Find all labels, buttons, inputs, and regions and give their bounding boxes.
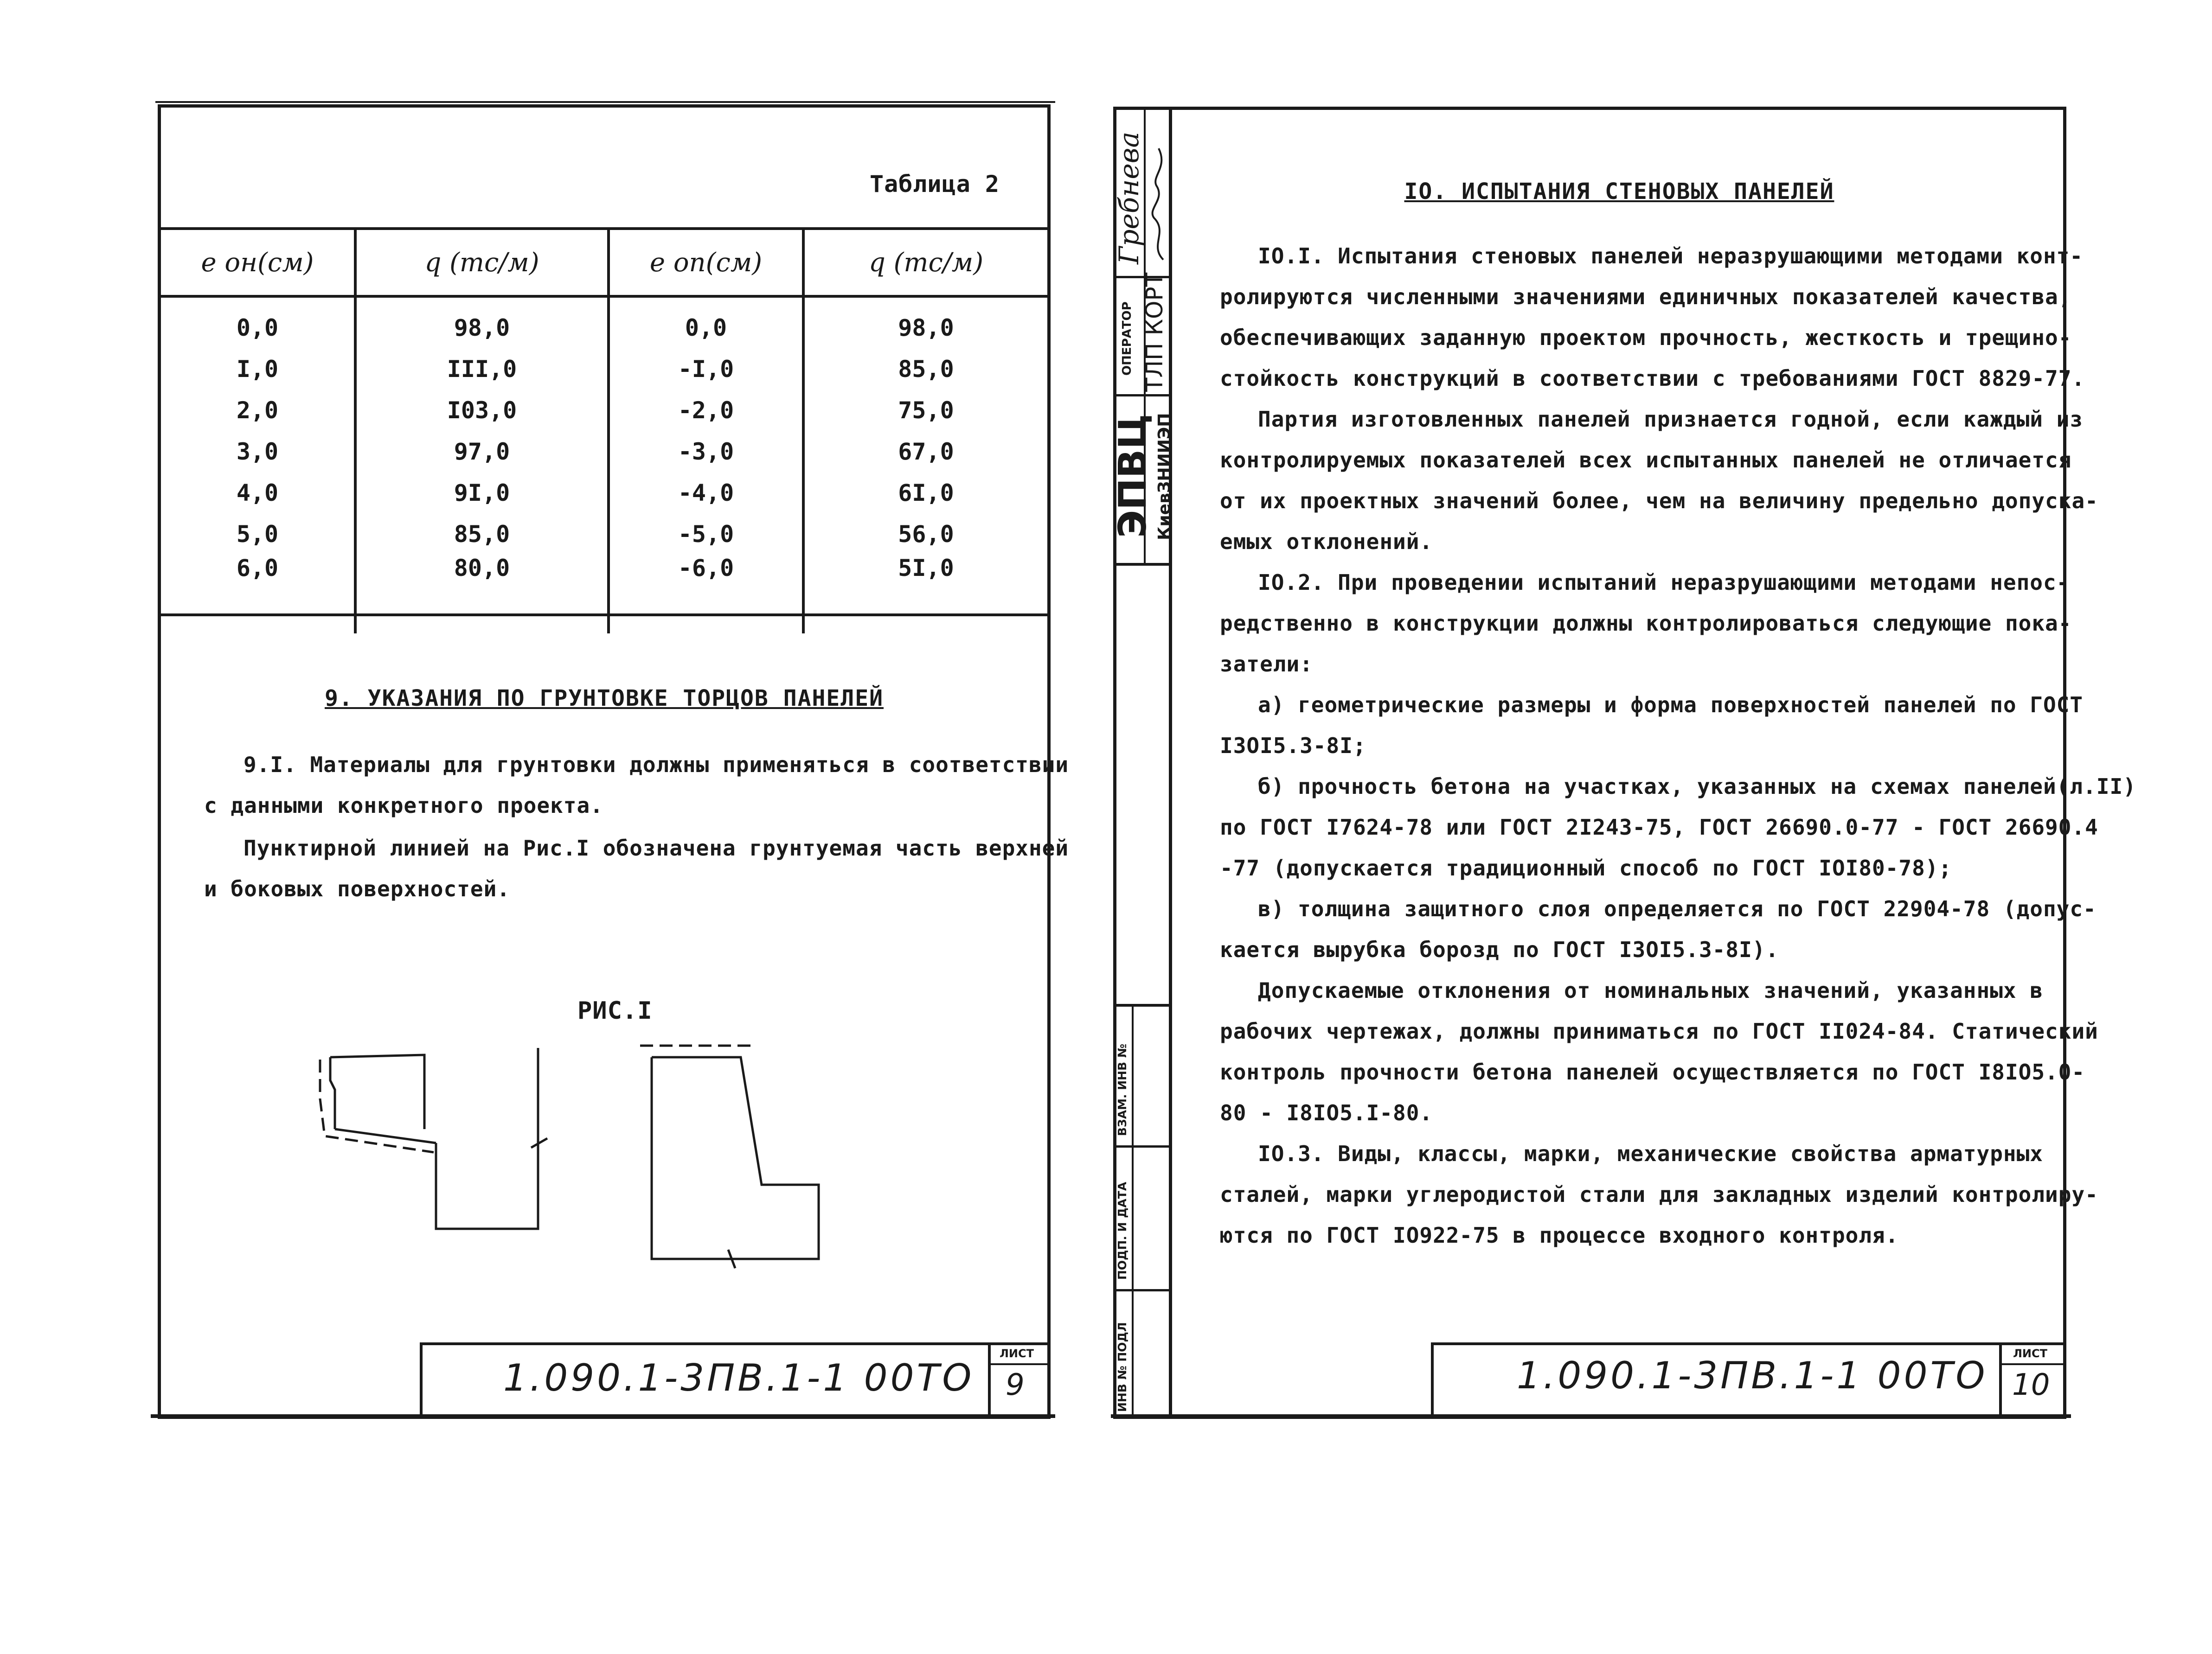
- table-bottom-rule: [158, 613, 1051, 616]
- section-9-line-1: 9.I. Материалы для грунтовки должны применяться в соответствии: [244, 752, 1069, 777]
- section-10-line-16: -77 (допускается традиционный способ по ГОСТ IOI80-78);: [1220, 856, 1952, 881]
- signature-name: Гребнева: [1113, 131, 1145, 264]
- side-bottom-split: [1132, 1004, 1134, 1419]
- section-10-line-4: стойкость конструкций в соответствии с требованиями ГОСТ 8829-77.: [1220, 366, 2085, 391]
- left-stamp-divider: [988, 1342, 991, 1419]
- section-10-line-25: ются по ГОСТ IO922-75 в процессе входного контроля.: [1220, 1223, 1899, 1248]
- org-main: ЭПВЦ: [1111, 414, 1155, 538]
- table-header-e-on: e он(см): [161, 230, 355, 296]
- data-table: [161, 230, 1047, 633]
- section-9-title: 9. УКАЗАНИЯ ПО ГРУНТОВКЕ ТОРЦОВ ПАНЕЛЕЙ: [324, 685, 884, 711]
- section-10-line-22: 80 - I8IO5.I-80.: [1220, 1100, 1433, 1125]
- section-10-line-23: IO.3. Виды, классы, марки, механические свойства арматурных: [1258, 1141, 2043, 1166]
- table-row: 4,0 9I,0 -4,0 6I,0: [161, 472, 1047, 513]
- right-stamp-divider: [1999, 1342, 2002, 1419]
- section-10-line-6: контролируемых показателей всех испытанных панелей не отличается: [1220, 447, 2072, 473]
- left-page-top-rule: [155, 101, 1055, 103]
- figure-1-drawing: [315, 1039, 844, 1280]
- right-stamp-code: 1.090.1-3ПВ.1-1 00ТО: [1517, 1354, 1988, 1397]
- left-stamp-sheet-label: ЛИСТ: [1000, 1347, 1034, 1360]
- section-10-line-10: редственно в конструкции должны контролироваться следующие пока-: [1220, 611, 2072, 636]
- left-stamp-sheet-number: 9: [1006, 1368, 1025, 1402]
- section-10-title: IO. ИСПЫТАНИЯ СТЕНОВЫХ ПАНЕЛЕЙ: [1404, 179, 1834, 204]
- operator-label: ОПЕРАТОР: [1120, 301, 1134, 376]
- table-row: 2,0 I03,0 -2,0 75,0: [161, 390, 1047, 431]
- side-bottom-rule-1: [1113, 1145, 1171, 1148]
- right-stamp-sheet-label: ЛИСТ: [2013, 1347, 2048, 1360]
- right-page-bottom-rule: [1111, 1414, 2071, 1418]
- table-row: I,0 III,0 -I,0 85,0: [161, 348, 1047, 390]
- field-inv-podl: ИНВ № ПОДЛ: [1116, 1322, 1129, 1412]
- table-header-q-2: q (тс/м): [803, 230, 1047, 296]
- section-10-line-19: Допускаемые отклонения от номинальных значений, указанных в: [1258, 978, 2043, 1003]
- section-10-line-2: ролируются численными значениями единичных показателей качества,: [1220, 284, 2072, 309]
- section-10-line-8: емых отклонений.: [1220, 529, 1433, 554]
- section-10-line-15: по ГОСТ I7624-78 или ГОСТ 2I243-75, ГОСТ 26690.0-77 - ГОСТ 26690.4: [1220, 815, 2098, 840]
- section-10-line-5: Партия изготовленных панелей признается годной, если каждый из: [1258, 407, 2084, 432]
- figure-label: РИС.I: [577, 997, 653, 1025]
- section-10-line-14: б) прочность бетона на участках, указанных на схемах панелей(л.II): [1258, 774, 2136, 799]
- field-vzam-inv: ВЗАМ. ИНВ №: [1116, 1044, 1129, 1136]
- field-podp-data: ПОДП. И ДАТА: [1116, 1181, 1129, 1280]
- section-10-line-24: сталей, марки углеродистой стали для закладных изделий контролиру-: [1220, 1182, 2098, 1207]
- table-row: 5,0 85,0 -5,0 56,0: [161, 513, 1047, 555]
- org-sub: КиевЗНИИЭП: [1155, 413, 1174, 540]
- left-page-bottom-rule: [151, 1414, 1055, 1418]
- section-9-line-3: Пунктирной линией на Рис.I обозначена грунтуемая часть верхней: [244, 836, 1069, 861]
- side-bottom-rule-2: [1113, 1289, 1171, 1291]
- section-10-line-3: обеспечивающих заданную проектом прочность, жесткость и трещино-: [1220, 325, 2072, 350]
- side-bottom-rule-top: [1113, 1004, 1171, 1007]
- section-10-line-9: IO.2. При проведении испытаний неразрушающими методами непос-: [1258, 570, 2070, 595]
- section-10-line-11: затели:: [1220, 651, 1313, 677]
- table-label: Таблица 2: [870, 171, 1000, 198]
- side-stamp-rule-2: [1113, 394, 1171, 396]
- section-10-line-20: рабочих чертежах, должны приниматься по ГОСТ II024-84. Статический: [1220, 1019, 2098, 1044]
- signature-mark: [1145, 139, 1173, 264]
- table-header-q-1: q (тс/м): [355, 230, 609, 296]
- section-9-line-2: с данными конкретного проекта.: [204, 793, 603, 818]
- table-row: 6,0 80,0 -6,0 5I,0: [161, 555, 1047, 633]
- section-9-line-4: и боковых поверхностей.: [204, 876, 510, 901]
- section-10-line-7: от их проектных значений более, чем на величину предельно допуска-: [1220, 488, 2098, 513]
- table-row: 3,0 97,0 -3,0 67,0: [161, 431, 1047, 472]
- section-10-line-17: в) толщина защитного слоя определяется по ГОСТ 22904-78 (допус-: [1258, 896, 2097, 921]
- left-stamp-code: 1.090.1-3ПВ.1-1 00ТО: [503, 1356, 975, 1399]
- section-10-line-21: контроль прочности бетона панелей осуществляется по ГОСТ I8IO5.0-: [1220, 1060, 2085, 1085]
- section-10-line-18: кается вырубка борозд по ГОСТ I3OI5.3-8I).: [1220, 937, 1779, 962]
- section-10-line-12: а) геометрические размеры и форма поверхностей панелей по ГОСТ: [1258, 692, 2084, 717]
- table-header-e-op: e оп(см): [609, 230, 803, 296]
- section-10-line-1: IO.I. Испытания стеновых панелей неразрушающими методами конт-: [1258, 243, 2084, 268]
- operator-value: ТЛП КОРТ: [1141, 272, 1168, 392]
- left-stamp-sheet-rule: [988, 1363, 1051, 1365]
- right-stamp-sheet-rule: [1999, 1363, 2066, 1365]
- table-row: 0,0 98,0 0,0 98,0: [161, 296, 1047, 348]
- section-10-line-13: I3OI5.3-8I;: [1220, 733, 1366, 758]
- right-stamp-sheet-number: 10: [2012, 1368, 2050, 1402]
